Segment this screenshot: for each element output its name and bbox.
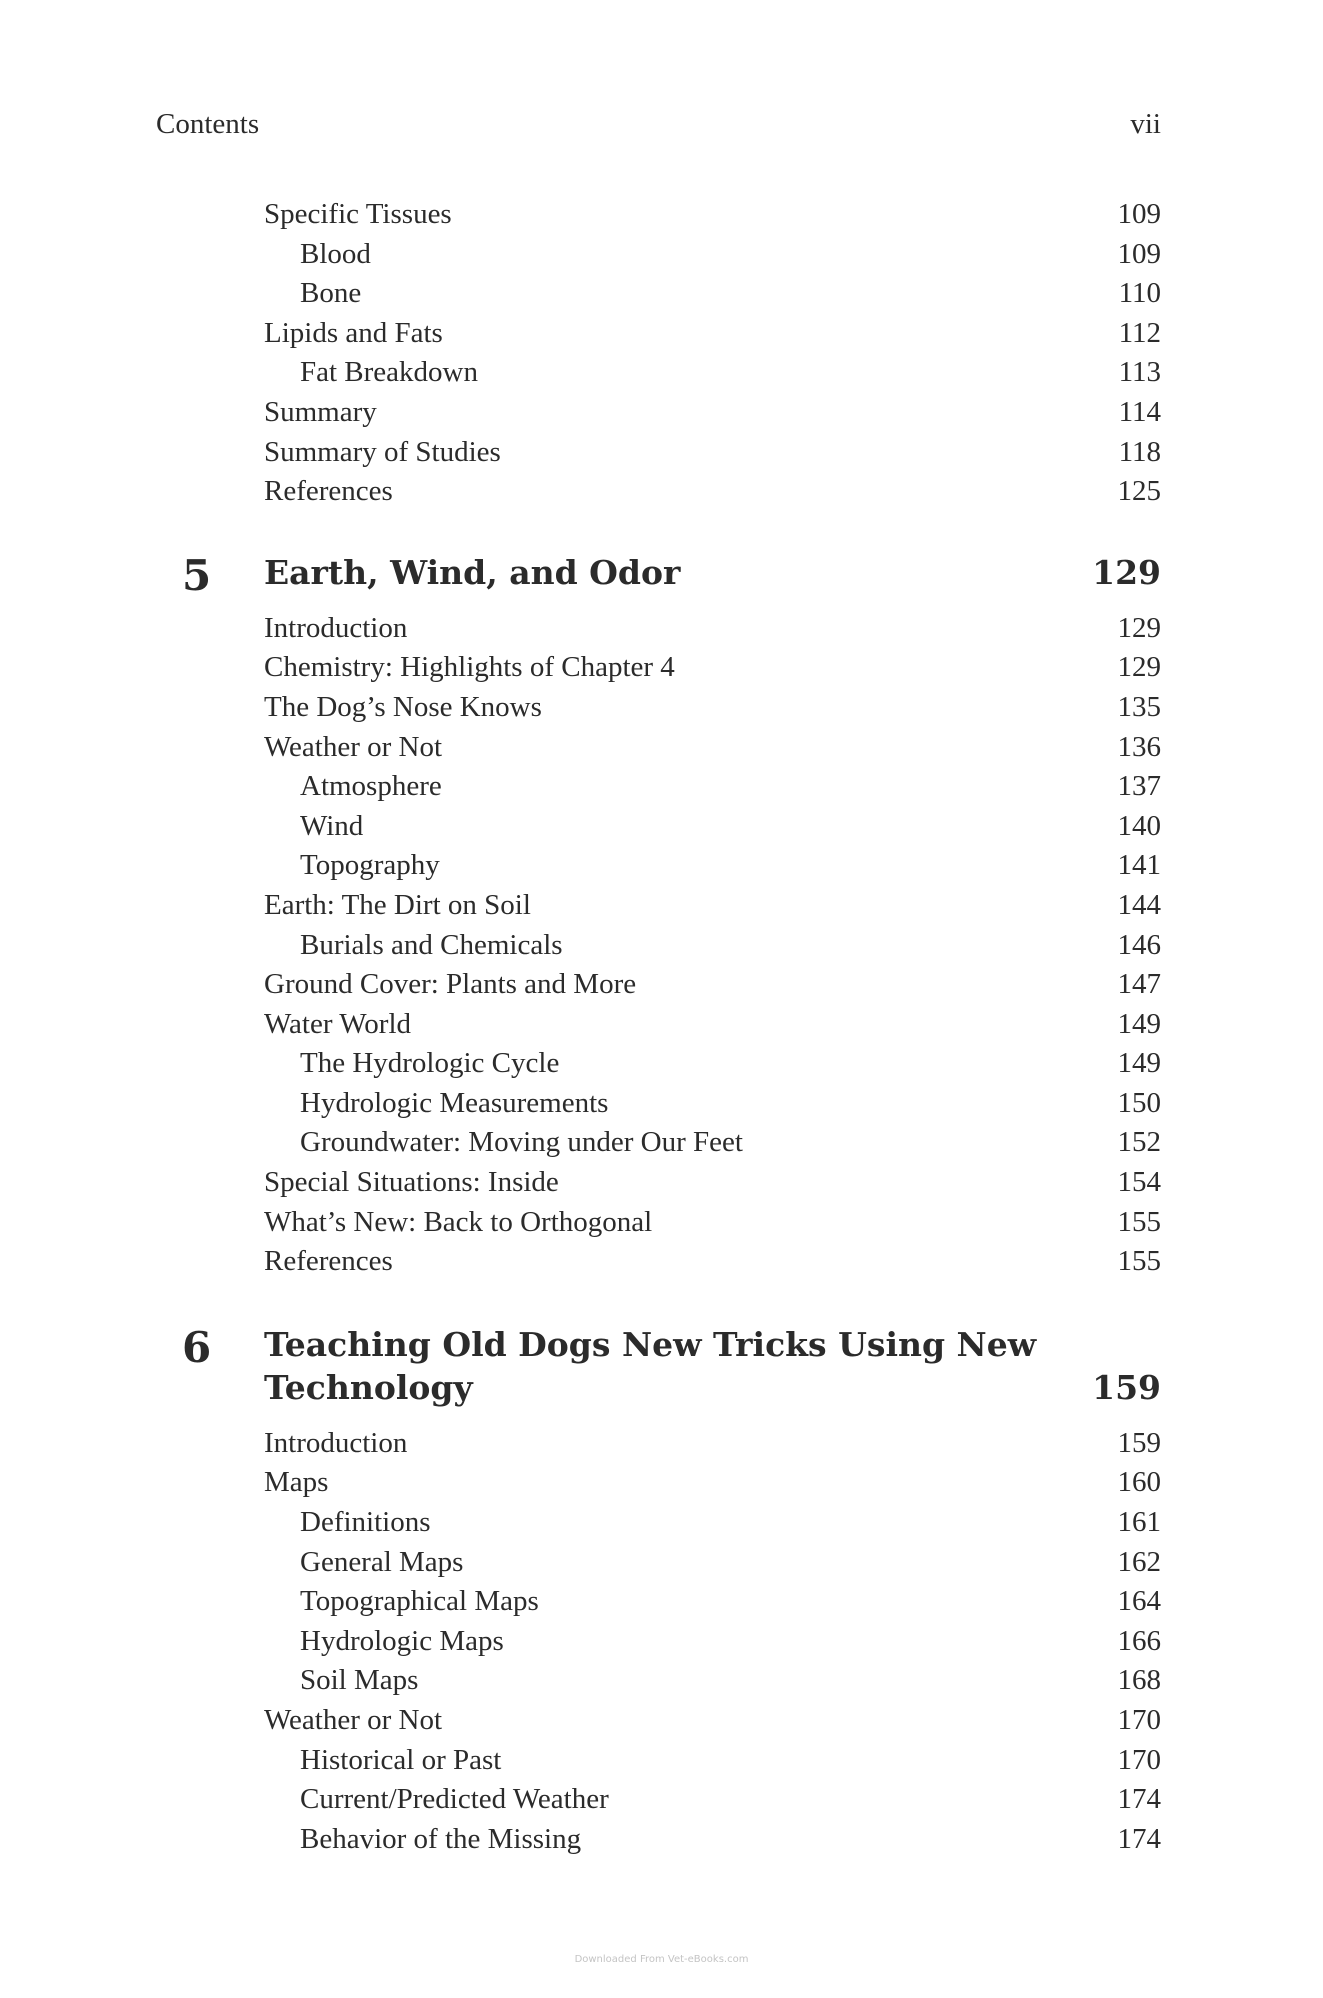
toc-subentry	[156, 238, 1161, 278]
toc-entry	[156, 396, 1161, 436]
toc-entry-page: 149	[1117, 1007, 1161, 1040]
toc-entry-label: Hydrologic Maps	[300, 1624, 504, 1657]
toc-entry-page: 140	[1117, 809, 1161, 842]
toc-entry-label: Historical or Past	[300, 1743, 502, 1776]
toc-subentry	[156, 1047, 1161, 1087]
toc-entry-page: 162	[1117, 1545, 1161, 1578]
toc-entry-label: Chemistry: Highlights of Chapter 4	[264, 651, 675, 684]
toc-entry-page: 161	[1117, 1506, 1161, 1539]
toc-entry-label: Topographical Maps	[300, 1585, 539, 1618]
running-head-title: Contents	[156, 108, 260, 140]
toc-entry	[156, 691, 1161, 731]
toc-entry-page: 118	[1118, 435, 1161, 468]
running-head	[156, 108, 1161, 148]
toc-entry-label: Behavior of the Missing	[300, 1822, 582, 1855]
toc-entry-page: 174	[1117, 1822, 1161, 1855]
toc-entry-label: Earth: The Dirt on Soil	[264, 888, 531, 921]
toc-entry-label: Summary of Studies	[264, 435, 501, 468]
toc-entry-page: 164	[1117, 1585, 1161, 1618]
toc-entry-page: 170	[1117, 1743, 1161, 1776]
toc-entry-page: 109	[1117, 198, 1161, 230]
toc-entry-label: Weather or Not	[264, 730, 443, 763]
chapter-heading	[156, 1323, 1161, 1409]
page-number: vii	[1130, 108, 1161, 140]
toc-entry-page: 155	[1117, 1205, 1161, 1238]
toc-entry-label: Soil Maps	[300, 1664, 419, 1697]
toc-entry-label: General Maps	[300, 1545, 464, 1578]
toc-entry	[156, 651, 1161, 691]
toc-entry	[156, 1206, 1161, 1246]
toc-entry-page: 125	[1117, 475, 1161, 508]
toc-entry	[156, 1166, 1161, 1206]
toc-entry-label: Introduction	[264, 1426, 408, 1459]
toc-entry	[156, 198, 1161, 238]
toc-entry-label: Specific Tissues	[264, 198, 452, 230]
toc-subentry	[156, 1546, 1161, 1586]
toc-entry-label: Atmosphere	[300, 770, 442, 803]
toc-entry-page: 168	[1117, 1664, 1161, 1697]
toc-subentry	[156, 849, 1161, 889]
toc-entry-page: 135	[1117, 690, 1161, 723]
toc-entry-label: Lipids and Fats	[264, 316, 443, 349]
toc-entry-label: Special Situations: Inside	[264, 1166, 559, 1199]
toc-entry-page: 109	[1117, 237, 1161, 270]
toc-entry-page: 170	[1117, 1704, 1161, 1736]
toc-entry-label: Definitions	[300, 1506, 431, 1539]
toc-subentry	[156, 1506, 1161, 1546]
toc-entry	[156, 612, 1161, 652]
toc-subentry	[156, 1625, 1161, 1665]
toc-entry-label: Introduction	[264, 611, 408, 644]
download-watermark: Downloaded From Vet-eBooks.com	[574, 1954, 749, 1965]
toc-entry-label: The Dog’s Nose Knows	[264, 690, 542, 723]
toc-entry	[156, 1427, 1161, 1467]
toc-entry-label: Groundwater: Moving under Our Feet	[300, 1126, 743, 1159]
toc-entry	[156, 731, 1161, 771]
toc-subentry	[156, 1664, 1161, 1704]
toc-entry-page: 112	[1118, 316, 1161, 349]
toc-entry	[156, 1008, 1161, 1048]
toc-subentry	[156, 1783, 1161, 1823]
toc-entry-label: What’s New: Back to Orthogonal	[264, 1205, 653, 1238]
toc-entry-label: Summary	[264, 395, 377, 428]
toc-entry-page: 129	[1117, 651, 1161, 684]
toc-subentry	[156, 1585, 1161, 1625]
toc-subentry	[156, 810, 1161, 850]
toc-entry	[156, 1466, 1161, 1506]
toc-entry	[156, 889, 1161, 929]
toc-entry	[156, 1704, 1161, 1744]
toc-entry	[156, 1245, 1161, 1285]
toc-subentry	[156, 1087, 1161, 1127]
toc-entry-label: References	[264, 1245, 393, 1278]
toc-entry-page: 141	[1117, 849, 1161, 882]
toc-entry-page: 110	[1118, 277, 1161, 310]
toc-entry-page: 155	[1117, 1245, 1161, 1278]
toc-entry	[156, 317, 1161, 357]
chapter-heading	[156, 550, 1161, 600]
chapter-number: 6	[182, 1322, 212, 1372]
toc-entry-page: 174	[1117, 1783, 1161, 1816]
toc-entry-page: 150	[1117, 1086, 1161, 1119]
toc-entry-page: 114	[1118, 395, 1161, 428]
toc-entry-label: References	[264, 475, 393, 508]
chapter-page: 159	[1092, 1367, 1161, 1407]
toc-entry-page: 149	[1117, 1047, 1161, 1080]
toc-entry-label: Burials and Chemicals	[300, 928, 563, 961]
toc-subentry	[156, 1823, 1161, 1863]
toc-entry-label: Maps	[264, 1466, 329, 1499]
toc-entry-label: The Hydrologic Cycle	[300, 1047, 560, 1080]
toc-entry-page: 144	[1117, 888, 1161, 921]
toc-entry-label: Fat Breakdown	[300, 356, 478, 389]
toc-entry-page: 146	[1117, 928, 1161, 961]
toc-entry-page: 166	[1117, 1624, 1161, 1657]
toc-subentry	[156, 929, 1161, 969]
toc-entry-label: Hydrologic Measurements	[300, 1086, 609, 1119]
toc-entry-label: Blood	[300, 237, 371, 270]
toc-entry-label: Bone	[300, 277, 362, 310]
toc-subentry	[156, 770, 1161, 810]
toc-entry-label: Ground Cover: Plants and More	[264, 968, 637, 1001]
toc-entry-page: 159	[1117, 1426, 1161, 1459]
table-of-contents	[156, 198, 1161, 1862]
toc-entry-page: 154	[1117, 1166, 1161, 1199]
toc-entry-label: Current/Predicted Weather	[300, 1783, 609, 1816]
toc-subentry	[156, 277, 1161, 317]
toc-entry	[156, 436, 1161, 476]
chapter-title: Earth, Wind, and Odor	[264, 552, 681, 592]
toc-entry-label: Topography	[300, 849, 440, 882]
toc-entry-page: 160	[1117, 1466, 1161, 1499]
toc-entry	[156, 968, 1161, 1008]
chapter-title: Teaching Old Dogs New Tricks Using New Technology	[264, 1324, 1037, 1407]
toc-entry-page: 136	[1117, 730, 1161, 763]
toc-entry-page: 113	[1118, 356, 1161, 389]
toc-entry-page: 147	[1117, 968, 1161, 1001]
toc-entry	[156, 475, 1161, 515]
chapter-number: 5	[182, 550, 212, 600]
toc-subentry	[156, 356, 1161, 396]
toc-entry-page: 152	[1117, 1126, 1161, 1159]
toc-subentry	[156, 1126, 1161, 1166]
toc-entry-page: 129	[1117, 611, 1161, 644]
chapter-page: 129	[1092, 552, 1161, 592]
toc-entry-label: Weather or Not	[264, 1704, 443, 1736]
toc-entry-label: Wind	[300, 809, 364, 842]
toc-subentry	[156, 1744, 1161, 1784]
toc-entry-page: 137	[1117, 770, 1161, 803]
toc-entry-label: Water World	[264, 1007, 411, 1040]
